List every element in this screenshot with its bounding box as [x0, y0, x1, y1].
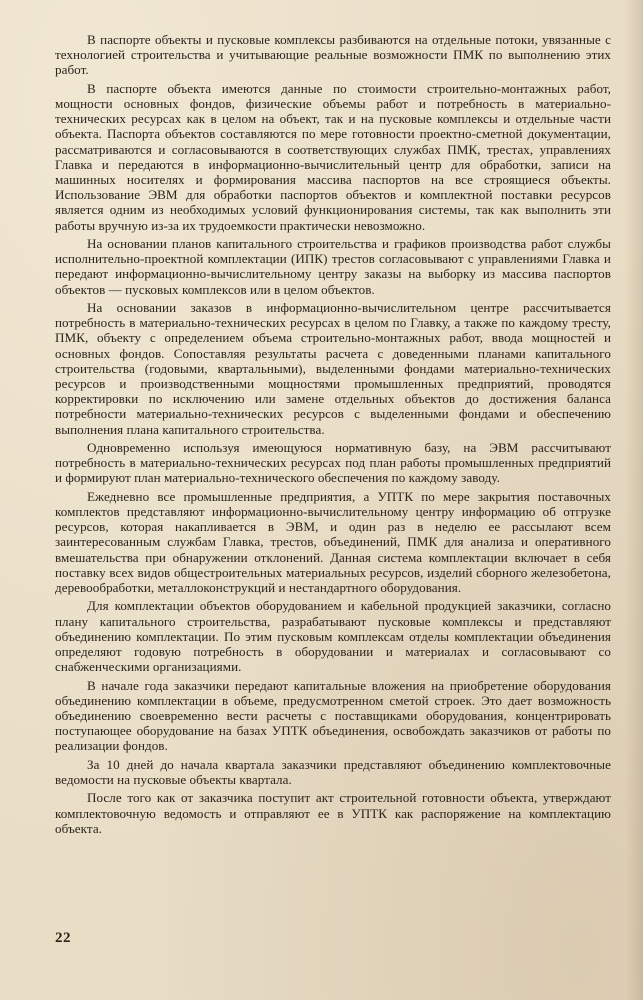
paragraph-6: Ежедневно все промышленные предприятия, а УПТК по мере закрытия поставочных комплектов представляют информационно-вычислительному центру информацию об отгрузке ресурсов, которая накапливается в ЭВМ, и один раз в неделю ее рассылают всем заинтересованным службам Главка, трестов, объединений, ПМК для анализа и оперативного вмешательства при обнаружении отклонений. Данная система комплектации включает в себя поставку всех видов общестроительных материальных ресурсов, изделий сборного железобетона, деревообработки, металлоконструкций и нестандартного оборудования. [55, 488, 611, 596]
paragraph-1: В паспорте объекты и пусковые комплексы разбиваются на отдельные потоки, увязанные с технологией строительства и учитывающие реальные возможности ПМК по выполнению этих работ. [55, 32, 611, 78]
document-page [55, 32, 611, 982]
paragraph-5: Одновременно используя имеющуюся нормативную базу, на ЭВМ рассчитывают потребность в материально-технических ресурсах под план работы промышленных предприятий и формируют план материально-технического обеспечения по каждому заводу. [55, 440, 611, 486]
page-edge-shadow [625, 0, 643, 1000]
body-text [55, 32, 611, 836]
paragraph-7: Для комплектации объектов оборудованием и кабельной продукцией заказчики, согласно плану капитального строительства, разрабатывают пусковые комплексы и представляют объединению комплектации. По этим пусковым комплексам отделы комплектации объединения определяют годовую потребность в оборудовании и материалах и согласовывают со снабженческими организациями. [55, 598, 611, 675]
paragraph-3: На основании планов капитального строительства и графиков производства работ службы исполнительно-проектной комплектации (ИПК) трестов согласовывают с управлениями Главка и передают информационно-вычислительному центру заказы на выборку из массива паспортов объектов — пусковых комплексов или в целом объектов. [55, 236, 611, 297]
paragraph-9: За 10 дней до начала квартала заказчики представляют объединению комплектовочные ведомости на пусковые объекты квартала. [55, 756, 611, 788]
paragraph-10: После того как от заказчика поступит акт строительной готовности объекта, утверждают комплектовочную ведомость и отправляют ее в УПТК как распоряжение на комплектацию объекта. [55, 790, 611, 836]
paragraph-4: На основании заказов в информационно-вычислительном центре рассчитывается потребность в материально-технических ресурсах в целом по Главку, а также по каждому тресту, ПМК, объекту с определением объема строительно-монтажных работ, ввода мощностей и основных фондов. Сопоставляя результаты расчета с доведенными планами капитального строительства (годовыми, квартальными), выделенными фондами материально-технических ресурсов и производственными мощностями промышленных предприятий, проводятся корректировки по исключению или замене отдельных объектов до достижения баланса потребности материально-технических ресурсов с выделенными фондами и обеспечению выполнения плана капитального строительства. [55, 300, 611, 437]
paragraph-2: В паспорте объекта имеются данные по стоимости строительно-монтажных работ, мощности основных фондов, физические объемы работ и потребность в материально-технических ресурсах как в целом на объект, так и на пусковые комплексы и отдельные части объекта. Паспорта объектов составляются по мере готовности проектно-сметной документации, рассматриваются и согласовываются в соответствующих службах ПМК, трестах, управлениях Главка и передаются в информационно-вычислительный центр для обработки, записи на машинных носителях и формирования массива паспортов на все строящиеся объекты. Использование ЭВМ для обработки паспортов объектов и комплектной поставки ресурсов является одним из необходимых условий функционирования системы, так как выполнить эти работы вручную из-за их трудоемкости практически невозможно. [55, 80, 611, 233]
paragraph-8: В начале года заказчики передают капитальные вложения на приобретение оборудования объединению комплектации в объеме, предусмотренном сметой строек. Это дает возможность объединению своевременно вести расчеты с поставщиками оборудования, концентрировать поступающее оборудование на базах УПТК объединения, освобождать заказчиков от работы по реализации фондов. [55, 677, 611, 754]
page-number: 22 [55, 930, 71, 946]
